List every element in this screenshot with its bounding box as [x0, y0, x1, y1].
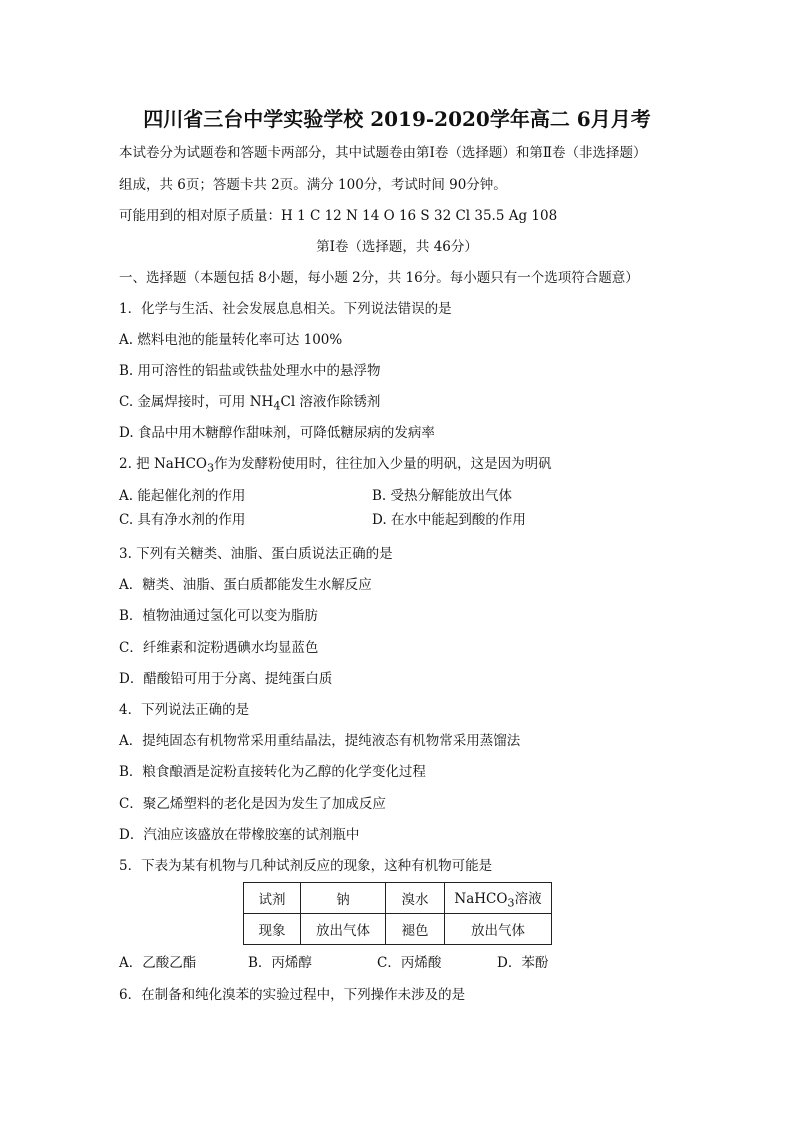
q2-option-d: D. 在水中能起到酸的作用: [372, 512, 526, 528]
table-row: [244, 914, 552, 945]
table-cell: 放出气体: [445, 914, 552, 945]
q4-option-a: A．提纯固态有机物常采用重结晶法，提纯液态有机物常采用蒸馏法: [119, 733, 521, 749]
table-cell-text: NaHCO: [454, 890, 508, 907]
q2-option-b: B. 受热分解能放出气体: [372, 488, 513, 504]
q5-option-c: C．丙烯酸: [377, 955, 442, 971]
q4-option-d: D．汽油应该盛放在带橡胶塞的试剂瓶中: [119, 827, 360, 843]
intro-line-1: 本试卷分为试题卷和答题卡两部分，其中试题卷由第Ⅰ卷（选择题）和第Ⅱ卷（非选择题）: [119, 145, 647, 161]
table-cell: 褪色: [386, 914, 445, 945]
part-heading: 一、选择题（本题包括 8小题，每小题 2分，共 16分。每小题只有一个选项符合题意）: [119, 270, 639, 286]
table-cell: 现象: [244, 914, 301, 945]
q5-option-a: A．乙酸乙酯: [119, 955, 197, 971]
q4-option-b: B．粮食酿酒是淀粉直接转化为乙醇的化学变化过程: [119, 764, 426, 780]
section-title: 第Ⅰ卷（选择题，共 46分）: [316, 239, 478, 255]
q1-option-c: [119, 393, 380, 416]
q2-stem-text: 2. 把 NaHCO: [119, 456, 207, 472]
table-cell: 试剂: [244, 883, 301, 914]
q1-option-b: B. 用可溶性的铝盐或铁盐处理水中的悬浮物: [119, 363, 381, 379]
atomic-mass-line: 可能用到的相对原子质量：H 1 C 12 N 14 O 16 S 32 Cl 35.5 Ag 108: [119, 208, 558, 224]
q3-option-a: A．糖类、油脂、蛋白质都能发生水解反应: [119, 577, 372, 593]
q4-option-c: C．聚乙烯塑料的老化是因为发生了加成反应: [119, 796, 386, 812]
q2-stem-text-end: 作为发酵粉使用时，往往加入少量的明矾，这是因为明矾: [214, 456, 552, 472]
q3-option-c: C．纤维素和淀粉遇碘水均显蓝色: [119, 640, 319, 656]
q1-option-c-text-end: Cl 溶液作除锈剂: [280, 394, 381, 410]
table-cell: 溴水: [386, 883, 445, 914]
intro-line-2: 组成，共 6页；答题卡共 2页。满分 100分，考试时间 90分钟。: [119, 177, 507, 193]
q1-option-d: D. 食品中用木糖醇作甜味剂，可降低糖尿病的发病率: [119, 425, 435, 441]
table-cell: 钠: [301, 883, 386, 914]
q4-stem: 4．下列说法正确的是: [119, 702, 250, 718]
table-cell-text-end: 溶液: [514, 890, 542, 907]
q1-option-a: A. 燃料电池的能量转化率可达 100%: [119, 332, 343, 348]
q3-stem: 3. 下列有关糖类、油脂、蛋白质说法正确的是: [119, 546, 393, 562]
q5-stem: 5．下表为某有机物与几种试剂反应的现象，这种有机物可能是: [119, 858, 493, 874]
table-cell: [445, 883, 552, 914]
q2-stem-subscript: 3: [207, 461, 215, 475]
q2-stem: [119, 455, 552, 478]
table-cell-subscript: 3: [507, 896, 515, 910]
q1-stem: 1．化学与生活、社会发展息息相关。下列说法错误的是: [119, 301, 452, 317]
q1-option-c-subscript: 4: [273, 399, 281, 413]
q1-option-c-text: C. 金属焊接时，可用 NH: [119, 394, 274, 410]
table-cell: 放出气体: [301, 914, 386, 945]
q3-option-b: B．植物油通过氢化可以变为脂肪: [119, 608, 318, 624]
exam-title: 四川省三台中学实验学校 2019-2020学年高二 6月月考: [143, 107, 651, 131]
q5-option-b: B．丙烯醇: [248, 955, 312, 971]
q3-option-d: D．醋酸铅可用于分离、提纯蛋白质: [119, 671, 333, 687]
q2-option-a: A. 能起催化剂的作用: [119, 488, 246, 504]
q2-option-c: C. 具有净水剂的作用: [119, 512, 246, 528]
table-row: [244, 883, 552, 914]
q5-option-d: D．苯酚: [497, 955, 549, 971]
q6-stem: 6．在制备和纯化溴苯的实验过程中，下列操作未涉及的是: [119, 987, 466, 1003]
reagent-table: [243, 882, 552, 945]
